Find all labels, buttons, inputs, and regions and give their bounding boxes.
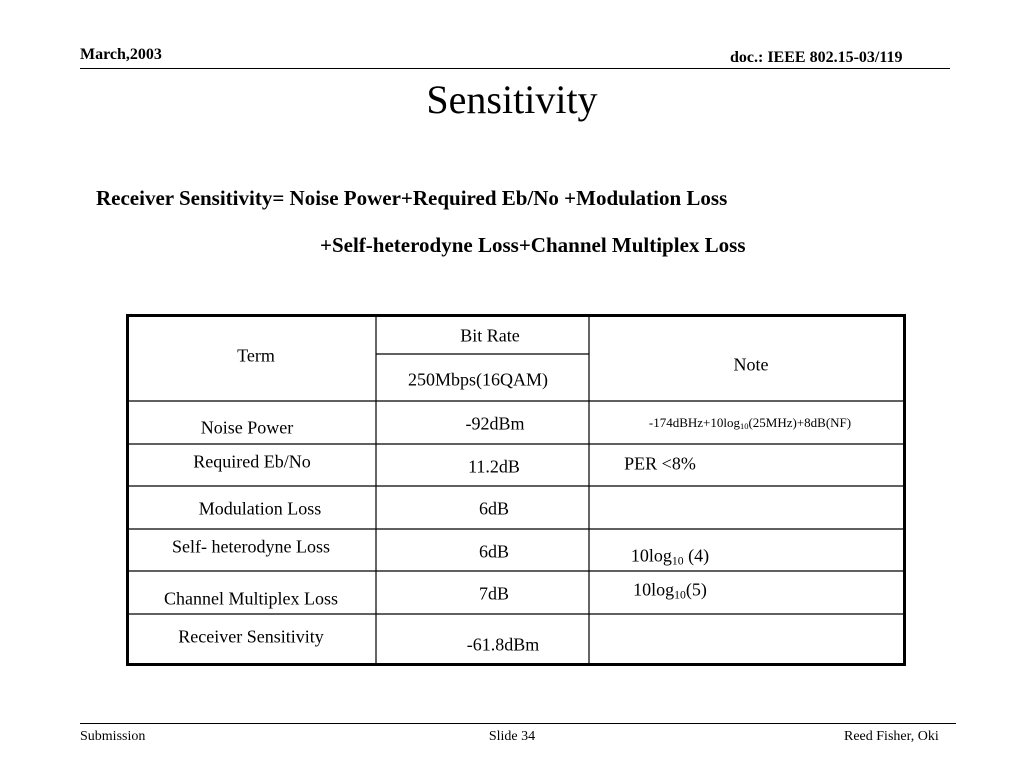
row-note-self-heterodyne: $10\log_{10}$ (4) bbox=[630, 545, 710, 568]
row-term-self-heterodyne: Self- heterodyne Loss bbox=[172, 536, 330, 557]
row-term-channel-multiplex: Channel Multiplex Loss bbox=[164, 588, 338, 609]
row-term-noise-power: Noise Power bbox=[200, 417, 294, 438]
header-bit-rate: Bit Rate bbox=[460, 325, 520, 346]
formula-line-2: +Self-heterodyne Loss+Channel Multiplex Loss bbox=[320, 233, 746, 257]
header-term: Term bbox=[237, 345, 275, 366]
header-rate-value: 250Mbps(16QAM) bbox=[407, 369, 549, 390]
row-value-receiver-sensitivity: -61.8dBm bbox=[466, 634, 540, 655]
header-note: Note bbox=[733, 354, 769, 375]
footer-submission: Submission bbox=[80, 729, 146, 744]
footer-divider bbox=[80, 723, 956, 724]
header-doc-id: doc.: IEEE 802.15-03/119 bbox=[730, 49, 903, 66]
row-value-required-ebno: 11.2dB bbox=[468, 456, 520, 477]
header-date: March,2003 bbox=[80, 46, 162, 63]
row-note-required-ebno: PER <8% bbox=[624, 453, 696, 474]
row-term-required-ebno: Required Eb/No bbox=[193, 451, 311, 472]
table-grid bbox=[126, 314, 906, 666]
row-value-self-heterodyne: 6dB bbox=[478, 541, 510, 562]
header-divider bbox=[80, 68, 950, 69]
row-note-noise-power: $-174dBHz+10\log_{10}(25MHz)+8dB(NF)$ bbox=[648, 415, 852, 432]
row-term-receiver-sensitivity: Receiver Sensitivity bbox=[178, 626, 324, 647]
slide-title: Sensitivity bbox=[426, 77, 598, 122]
row-value-modulation-loss: 6dB bbox=[478, 498, 510, 519]
row-term-modulation-loss: Modulation Loss bbox=[198, 498, 322, 519]
sensitivity-table bbox=[126, 314, 906, 666]
footer-slide-number: Slide 34 bbox=[488, 729, 536, 744]
row-value-channel-multiplex: 7dB bbox=[478, 583, 510, 604]
formula-line-1: Receiver Sensitivity= Noise Power+Required Eb/No +Modulation Loss bbox=[96, 186, 728, 210]
footer-author: Reed Fisher, Oki bbox=[844, 729, 939, 744]
row-note-channel-multiplex: $10\log_{10}(5)$ bbox=[633, 579, 707, 602]
row-value-noise-power: -92dBm bbox=[465, 413, 525, 434]
